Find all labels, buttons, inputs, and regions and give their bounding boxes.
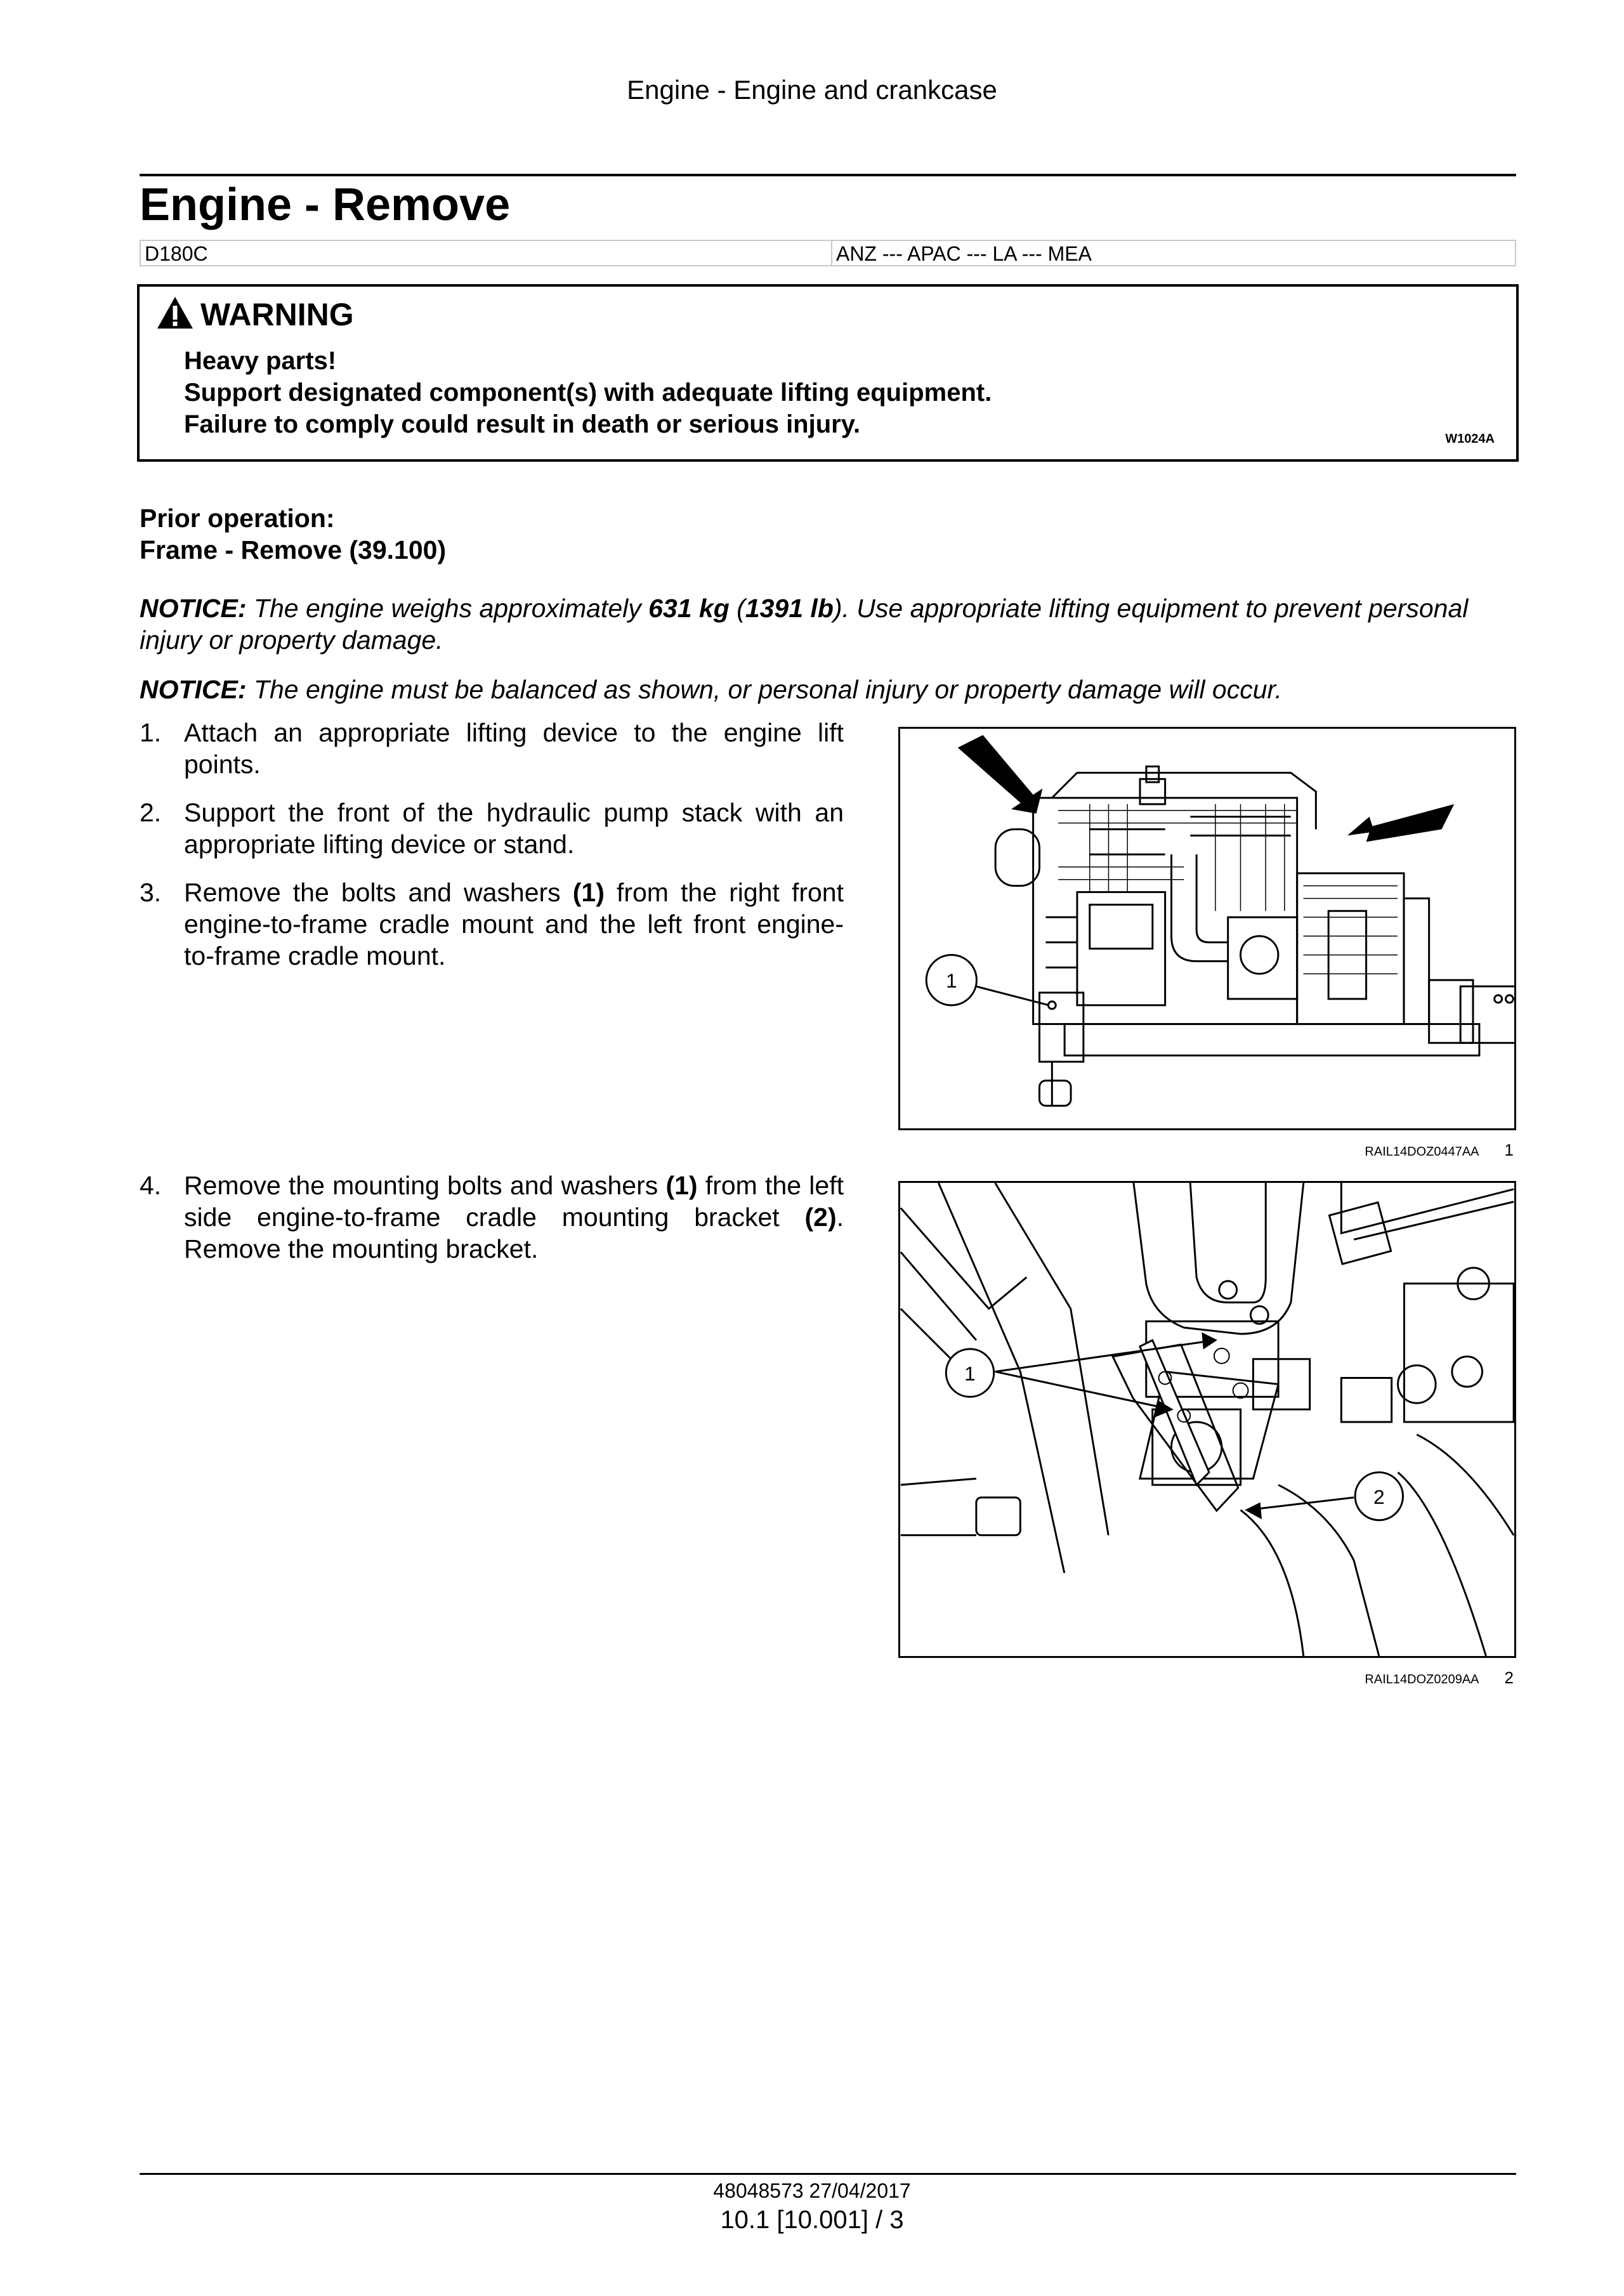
figure-ref: RAIL14DOZ0447AA: [1365, 1145, 1479, 1159]
prior-operation: [140, 502, 446, 566]
page-title: Engine - Remove: [140, 179, 511, 230]
notice-weight: [140, 592, 1516, 656]
figure-number: 2: [1504, 1668, 1514, 1687]
step-item: [140, 1170, 844, 1265]
callout-ref: (1): [572, 878, 605, 907]
callout-ref: (2): [804, 1203, 837, 1232]
applicability-model: D180C: [141, 241, 832, 265]
step-text: [184, 877, 844, 972]
warning-triangle-icon: [156, 296, 200, 333]
callout-label: 1: [964, 1362, 976, 1385]
applicability-regions: ANZ --- APAC --- LA --- MEA: [836, 242, 1092, 265]
warning-title: WARNING: [200, 296, 354, 332]
warning-line: Failure to comply could result in death or serious injury.: [184, 410, 861, 438]
step-list: [140, 717, 844, 988]
step-text-part: Remove the bolts and washers: [184, 878, 573, 907]
prior-operation-link[interactable]: Frame - Remove (39.100): [140, 535, 447, 564]
notice-label: NOTICE:: [140, 675, 247, 704]
step-number: 1.: [140, 718, 162, 747]
warning-text: [184, 345, 992, 440]
warning-code: W1024A: [1445, 432, 1495, 446]
step-text-part: . Remove the mounting bracket.: [184, 1203, 844, 1263]
figure-ref: RAIL14DOZ0209AA: [1365, 1673, 1479, 1686]
step-text: [184, 1170, 844, 1265]
prior-operation-label: Prior operation:: [140, 504, 335, 533]
step-item: [140, 877, 844, 972]
footer-rule: [140, 2173, 1516, 2175]
step-text-part: from the right front engine-to-frame cradle mount and the left front engine-to-frame cradle mount.: [184, 878, 844, 970]
notice-text: ). Use appropriate lifting equipment to prevent personal injury or property damage.: [140, 594, 1469, 655]
title-rule: [140, 174, 1516, 176]
step-number: 3.: [140, 878, 162, 907]
figure-cradle-bracket: [898, 1181, 1516, 1658]
notice-text: (: [729, 594, 745, 623]
step-text: Attach an appropriate lifting device to the engine lift points.: [184, 718, 844, 779]
figure-caption: [898, 1140, 1516, 1160]
notice-label: NOTICE:: [140, 594, 247, 623]
step-text: Support the front of the hydraulic pump stack with an appropriate lifting device or stand.: [184, 798, 844, 859]
callout-label: 1: [946, 969, 957, 993]
cradle-bracket-illustration: [900, 1183, 1514, 1656]
step-text-part: from the left side engine-to-frame cradle mounting bracket: [184, 1171, 844, 1232]
step-list: [140, 1170, 844, 1281]
step-number: 2.: [140, 798, 162, 827]
figure-engine-lift-points: [898, 727, 1516, 1130]
step-item: [140, 717, 844, 780]
callout-label: 2: [1373, 1485, 1385, 1508]
callout-ref: (1): [665, 1171, 698, 1200]
warning-header: [156, 296, 354, 333]
warning-box: [137, 284, 1519, 462]
footer-page-number: 10.1 [10.001] / 3: [720, 2206, 904, 2234]
warning-line: Support designated component(s) with adequate lifting equipment.: [184, 379, 992, 407]
engine-illustration: [900, 729, 1514, 1128]
notice-weight-kg: 631 kg: [648, 594, 730, 623]
notice-text: The engine must be balanced as shown, or personal injury or property damage will occur.: [246, 675, 1283, 704]
step-number: 4.: [140, 1171, 162, 1200]
applicability-table: [140, 240, 1516, 266]
notice-weight-lb: 1391 lb: [745, 594, 834, 623]
notice-text: The engine weighs approximately: [246, 594, 649, 623]
footer-doc-id: 48048573 27/04/2017: [713, 2179, 911, 2202]
warning-line: Heavy parts!: [184, 347, 337, 375]
figure-number: 1: [1504, 1140, 1514, 1159]
figure-caption: [898, 1668, 1516, 1688]
running-header: Engine - Engine and crankcase: [627, 75, 997, 105]
step-item: [140, 797, 844, 860]
step-text-part: Remove the mounting bolts and washers: [184, 1171, 666, 1200]
notice-balance: [140, 674, 1516, 705]
